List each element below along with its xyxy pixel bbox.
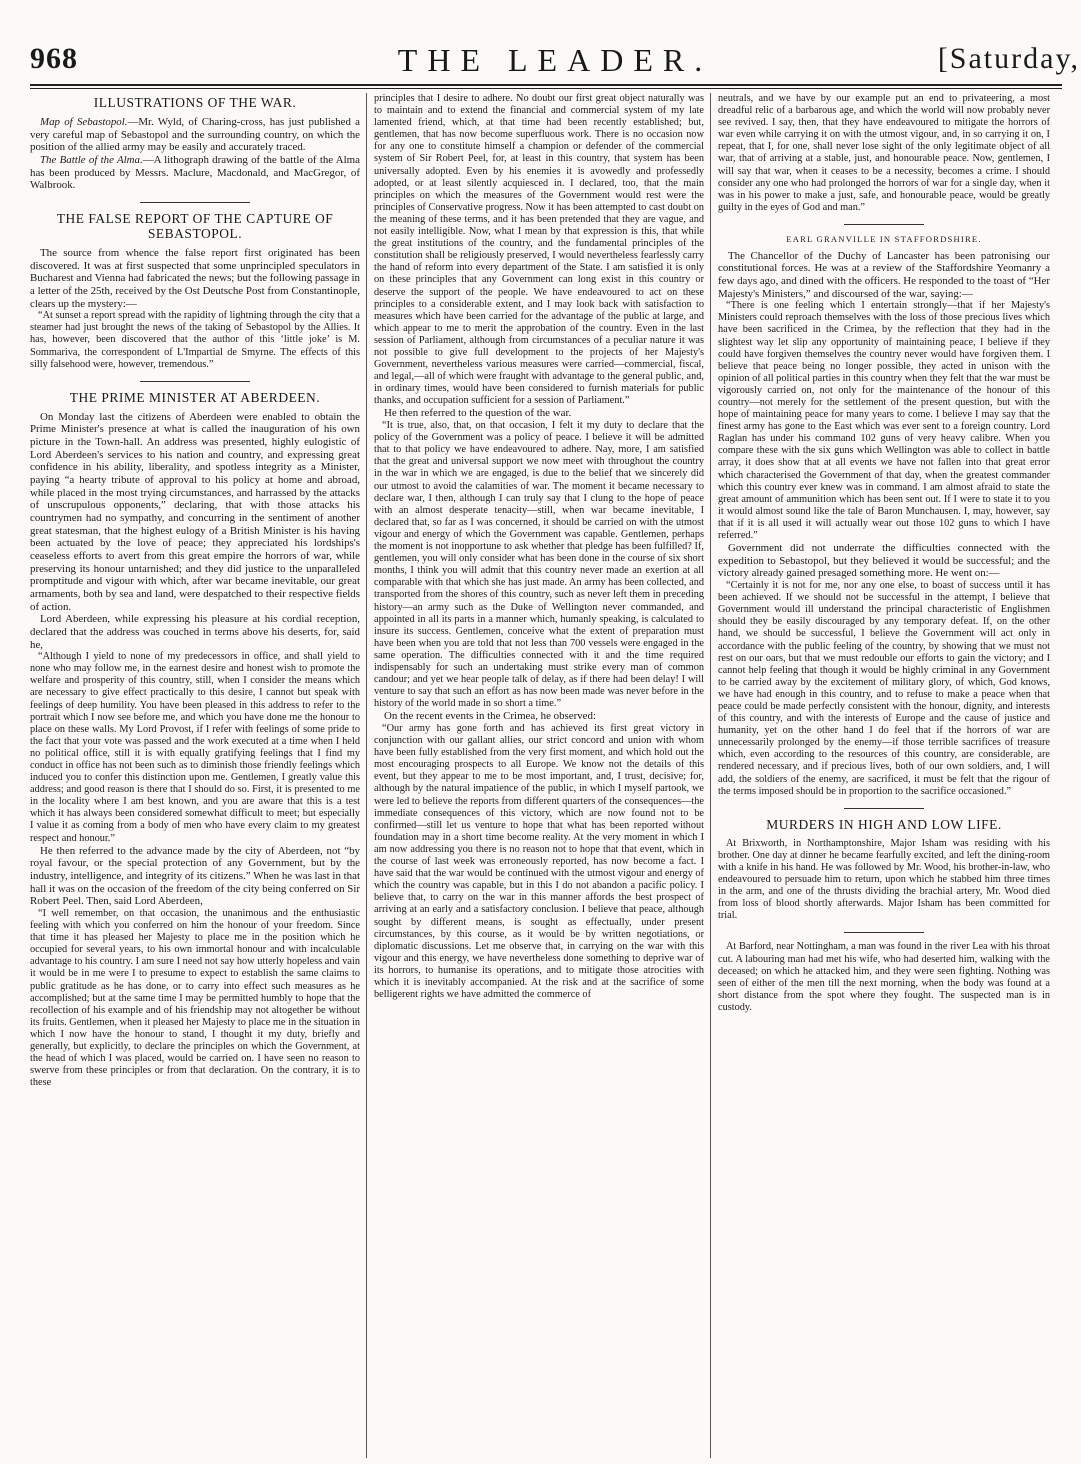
illustrations-item-alma <box>30 154 360 192</box>
crimea-paragraph: On the recent events in the Crimea, he observed: <box>384 710 596 723</box>
false-report-heading: THE FALSE REPORT OF THE CAPTURE OF SEBASTOPOL. <box>56 210 334 241</box>
prime-minister-paragraph-3: He then referred to the advance made by the city of Aberdeen, not “by royal favour, or the special protection of any Government, but by the industry, intelligence, and integrity of its citizens.” When he was last in that hall it was on the occasion of the freedom of the city being conferred on Sir Robert Peel. Then, said Lord Aberdeen, <box>30 844 360 908</box>
masthead-rule-thin <box>30 88 1062 89</box>
column-1 <box>30 93 360 1458</box>
map-title: Map of Sebastopol. <box>40 116 128 128</box>
column-divider-1 <box>366 93 367 1458</box>
illustrations-heading: ILLUSTRATIONS OF THE WAR. <box>93 95 297 110</box>
murders-paragraph-2: At Barford, near Nottingham, a man was found in the river Lea with his throat cut. A labouring man had met his wife, who had deserted him, walking with the deceased; on which he attacked him, and they were seen fighting. Nothing was seen of either of the men till the next morning, when the body was found at a short distance from the spot where they fought. The suspected man is in custody. <box>718 941 1050 1013</box>
map-body: —Mr. Wyld, of Charing-cross, has just published a very careful map of Sebastopol and the surrounding country, on which the position of the allied army may be easily and accurately traced. <box>30 116 360 154</box>
false-report-paragraph: The source from whence the false report first originated has been discovered. It was at first suspected that some unprincipled speculators in Bucharest and Vienna had fabricated the news; but the following passage in a letter of the 25th, received by the Ost Deutsche Post from Constantinople, clears up the mystery:— <box>30 246 360 310</box>
illustrations-item-map <box>30 116 360 154</box>
section-separator <box>140 202 250 203</box>
alma-title: The Battle of the Alma. <box>40 153 143 166</box>
war-question-paragraph: He then referred to the question of the war. <box>384 407 572 420</box>
section-separator <box>140 381 250 382</box>
granville-paragraph-1: The Chancellor of the Duchy of Lancaster has been patronising our constitutional forces. He was at a review of the Staffordshire Yeomanry a few days ago, and dined with the officers. He responded to the toast of “Her Majesty's Ministers,” and discoursed of the war, saying:— <box>718 249 1050 300</box>
masthead-rule <box>30 84 1062 86</box>
prime-minister-paragraph-1: On Monday last the citizens of Aberdeen were enabled to obtain the Prime Minister's presence at what is called the inauguration of his own picture in the Town-hall. An address was presented, highly eulogistic of Lord Aberdeen's services to his nation and country, and expressing great confidence in his ability, liberality, and spotless integrity as a Minister, paying “a hearty tribute of approval to his policy at home and abroad, while placed in the most trying circumstances, and harrassed by the attacks of unscrupulous opponents,” declaring, that with those attacks his countrymen had no sympathy, and concurring in the sentiment of another great statesman, that the highest eulogy of a British Minister is his having been actuated by the love of peace; they appreciated his lordships's ceaseless efforts to avert from this great empire the horrors of war, while preserving its honour untarnished; and they did justice to the unparalleled promptitude and vigour with which, after war became inevitable, our great armaments, both by sea and land, were despatched to their respective fields of action. <box>30 410 360 613</box>
speech-continuation: principles that I desire to adhere. No doubt our first great object naturally was to maintain and to extend the financial and commercial system of my late lamented friend, which, at that time had been recently established; but, gentlemen, that has now become superfluous work. There is no occasion now for any one to constitute himself a champion or defender of the commercial system of Sir Robert Peel, for, at least in this country, that system has been universally adopted. Even by his enemies it is avowedly and professedly adopted, or at least silently acquiesced in. I declared, too, that the main principles on which the measures of the Government would rest were the principles of Conservative progress. Now it has been attempted to cast doubt on the meaning of these terms, and it has been pretended that they are vague, and not easily intelligible. Now, what I mean by that expression is this, that while the great institutions of the country, and the fundamental principles of the constitution shall be religiously preserved, I would nevertheless fearlessly carry the hand of reform into every department of the State. I am satisfied it is only on these principles that any Government can long exist in this country or deserve the support of the people. We have endeavoured to act on these principles to a considerable extent, and I may look back with satisfaction to measures which have been carried for the advantage of the public at large, and which appear to me to merit the approbation of the country. Even in the last session of Parliament, although from circumstances of a peculiar nature it was not possible to give full development to the projects of her Majesty's Government, nevertheless various measures were carried—commercial, fiscal, and legal,—all of which were fraught with advantage to the general public, and, in ordinary times, would have been considered to furnish materials for public thanks, and occupation sufficient for a session of Parliament.” <box>374 93 704 407</box>
prime-minister-heading: THE PRIME MINISTER AT ABERDEEN. <box>69 389 321 405</box>
alma-body: —A lithograph drawing of the battle of the Alma has been produced by Messrs. Maclure, Macdonald, and MacGregor, of Walbrook. <box>30 153 360 192</box>
granville-paragraph-2: Government did not underrate the difficulties connected with the expedition to Sebastopol, but they believed it would be successful; and the victory already gained presaged something more. He went on:— <box>718 542 1050 580</box>
column-3 <box>718 93 1050 1458</box>
section-separator <box>844 808 924 809</box>
granville-quote-1: “There is one feeling which I entertain strongly—that if her Majesty's Ministers could reproach themselves with the loss of those precious lives which have been sacrificed in the Crimea, by the reflection that they had in the slightest way let slip any opportunity of maintaining peace, I believe if they could have forgiven themselves the country never would have forgiven them. I believe that peace being no longer possible, they acted in unison with the opinion of all political parties in this country when they felt that the war must be vigorously carried on, not only for the maintenance of the honour of this country—not merely for the settlement of the present question, but with the hope of maintaining peace for many years to come. I believe I may say that the finest army has gone to the East which was ever sent to a foreign country. Lord Raglan has under his command 102 guns of very heavy calibre. When you compare these with the six guns which Wellington was able to collect in battle array, it does show that at all events we have not fallen into that great error which characterised the Government of that day, when the greatest commander which this country ever knew was in command. I am almost afraid to state the great amount of ammunition which has been sent out. If I were to state it to you it would almost sound like the tale of Baron Munchausen. I, may, however, say that if it is all used it will actually wear out those 102 guns to which I have referred.” <box>718 300 1050 541</box>
speech-conclusion: neutrals, and we have by our example put an end to privateering, a most dreadful relic of a barbarous age, and which the world will now probably never see revived. I say, then, that they have endeavoured to mitigate the horrors of war even while carrying it on with the utmost vigour, and, in so carrying it on, I repeat, that I, for one, shall never lose sight of the only legitimate object of all war, that of arriving at a stable, just, and honourable peace. Now, gentlemen, I will say that war, when it ceases to be a necessity, becomes a crime. I should consider any one who had prolonged the horrors of war for a single day, when it was in his power to make a just, safe, and honourable peace, would be greatly guilty in the eyes of God and man.” <box>718 93 1050 213</box>
masthead <box>30 42 1080 84</box>
murders-paragraph-1: At Brixworth, in Northamptonshire, Major Isham was residing with his brother. One day at dinner he became fearfully excited, and left the dining-room with a knife in his hand. He was followed by Mr. Wood, his brother-in-law, who endeavoured to persuade him to return, upon which he stabbed him three times in the arm, and one of the thrusts dividing the brachial artery, Mr. Wood died from loss of blood shortly afterwards. Major Isham has been committed for trial. <box>718 837 1050 922</box>
section-separator <box>844 932 924 933</box>
prime-minister-quote-1: “Although I yield to none of my predecessors in office, and shall yield to none who may follow me, in the earnest desire and honest wish to promote the welfare and prosperity of this country, still, when I consider the means which are necessary to give effect practically to this desire, I cannot but speak with feelings of deep humility. You have been pleased in this address to refer to the portrait which I now see before me, and which you have done me the honour to place on these walls. My Lord Provost, if I refer with feelings of some pride to the fact that your vote was passed and the work executed at a time when I held no political office, still it is with equally gratifying feelings that I find my conduct in office has not been such as to diminish those friendly feelings which induced you to confer this distinction upon me. Gentlemen, I greatly value this address; and good reason is there that I should do so. First, it is presented to me in the locality where I am best known, and you are aware that this is a test which it has always been considered somewhat difficult to meet; but especially I value it as coming from a body of men who have every claim to my greatest respect and honour.” <box>30 651 360 844</box>
prime-minister-quote-2: “I well remember, on that occasion, the unanimous and the enthusiastic feeling with which you conferred on him the honour of your freedom. Since that time it has pleased her Majesty to place me in the position which he occupied for several years, to his own immortal honour and with incalculable advantage to his country. I am sure I need not say how utterly hopeless and vain it would be in me were I to presume to expect to establish the same claims to public gratitude as he has done, or to carry into effect such measures as he accomplished; but at the same time I may be permitted humbly to hope that the recollection of his example and of his friendship may not altogether be without its fruits. Gentlemen, when it pleased her Majesty to place me in the situation in which I now have the honour to stand, I thought it my duty, briefly and generally, but explicitly, to declare the principles on which the Government, at the head of which I was placed, would be carried on. I have seen no reason to swerve from these principles or from that declaration. On the contrary, it is to these <box>30 907 360 1089</box>
crimea-speech-quote: “Our army has gone forth and has achieved its first great victory in conjunction with our gallant allies, our strict concord and union with whom have been fully established from the very first moment, and which hold out the most encouraging prospects to all Europe. We know not the details of this event, but they appear to me to be most important, and, I trust, decisive; for, although by the natural impatience of the public, in which I myself partook, we were led to believe the reports from different quarters of the consequences—the immediate consequences of this victory, which are now found not to be confirmed—still let us venture to hope that what has been reported without foundation may in a short time become reality. At the very moment in which I am now addressing you there is no reason not to hope that that event, which in the course of last week was erroneously reported, has now become a fact. I have said that the war would be continued with the utmost vigour and energy of which the country was capable, but in this I do not abandon a pacific policy. I believe that, to carry on the war in this manner affords the best prospect of arriving at an early and a satisfactory conclusion. I believe that peace, although sought by different means, is sought as effectually, under present circumstances, by this course, as it would be by written negotiations, or diplomatic discussions. Let me observe that, in carrying on the war with this vigour and this energy, we have nevertheless done something to deprive war of its horrors, to humanise its operations, and to mitigate those atrocities with which it is inevitably accompanied. At the risk and at the sacrifice of some belligerent rights we have admitted the commerce of <box>374 723 704 1001</box>
column-divider-2 <box>710 93 711 1458</box>
false-report-quote: “At sunset a report spread with the rapidity of lightning through the city that a steamer had just brought the news of the taking of Sebastopol by the Allies. It has, however, been discovered that the author of this ‘little joke’ is M. Sommariva, the correspondent of L'Impartial de Smyrne. The effects of this silly falsehood were, however, tremendous.” <box>30 310 360 370</box>
prime-minister-paragraph-2: Lord Aberdeen, while expressing his pleasure at his cordial reception, declared that the address was couched in terms above his deserts, for, said he, <box>30 613 360 651</box>
granville-heading: EARL GRANVILLE IN STAFFORDSHIRE. <box>786 233 982 244</box>
murders-heading: MURDERS IN HIGH AND LOW LIFE. <box>766 816 1002 832</box>
masthead-date: [Saturday, <box>937 42 1080 75</box>
war-speech-quote: “It is true, also, that, on that occasion, I felt it my duty to declare that the policy of the Government was a policy of peace. I believe it will be admitted that to that policy we have endeavoured to adhere. Nay, more, I am satisfied that the great and universal support we now meet with throughout the country in the war in which we are engaged, is due to the belief that we sincerely did our utmost to avoid the calamities of war. The moment it became necessary to declare war, I then, although I can truly say that I clung to the hope of peace with an almost desperate tenacity—still, when war became inevitable, I declared that, so far as I was concerned, it should be carried on with the utmost vigour and energy of which the Government was capable. Gentlemen, perhaps the moment is not inopportune to ask whether that pledge has been fulfilled? If, gentlemen, you will only consider what has been done in the course of six short months, I think you will admit that this country never made an exertion at all comparable with that which she has just made. An army has been collected, and transported from the shores of this country, such as never left them in preceding history—an army such as the Duke of Wellington never commanded, and appointed in all its parts in a manner which, humanly speaking, is calculated to insure its success. Gentlemen, conceive what the extent of preparation must have been when you are told that not less than 700 vessels were engaged in the same operation. The difficulties connected with it and the time required indispensably for such an undertaking must strike every man of common candour; and yet we hear people talk of delay, as if there had been delay! I will venture to say that such an effort as has now been made was never before in the history of the world made in so short a time.” <box>374 420 704 710</box>
column-2 <box>374 93 704 1458</box>
newspaper-title: THE LEADER. <box>397 42 713 78</box>
granville-quote-2: “Certainly it is not for me, nor any one else, to boast of success until it has been achieved. If we should not be successful in the attempt, I believe that Government would ill understand the principal characteristic of Englishmen should they be easily discouraged by any temporary defeat. If, on the other hand, we should be successful, I believe the Government will act only in accordance with the public feeling of the country, by showing that we must not rest on our oars, but that we must redouble our efforts to gain the victory; and I cannot help feeling that though it would be highly criminal in any Government to be carried away by the excitement of military glory, of which, God knows, we have had enough in this country, and to refuse to make a peace when that peace could be made perfectly consistent with the honour, dignity, and interests of this country, and with the interests of Europe and the cause of justice and humanity, yet on the other hand I do feel that if the horrors of war are unnecessarily prolonged by the enemy—if those terrible sacrifices of treasure which, even according to the resources of this country, are considerable, are rendered necessary, and if precious lives, both of our own soldiers, and, I will add, the soldiers of the enemy, are sacrificed, it must be felt that the rigour of the terms imposed should be in proportion to the sacrifice occasioned.” <box>718 580 1050 797</box>
page-number: 968 <box>30 42 78 75</box>
section-separator <box>844 224 924 225</box>
